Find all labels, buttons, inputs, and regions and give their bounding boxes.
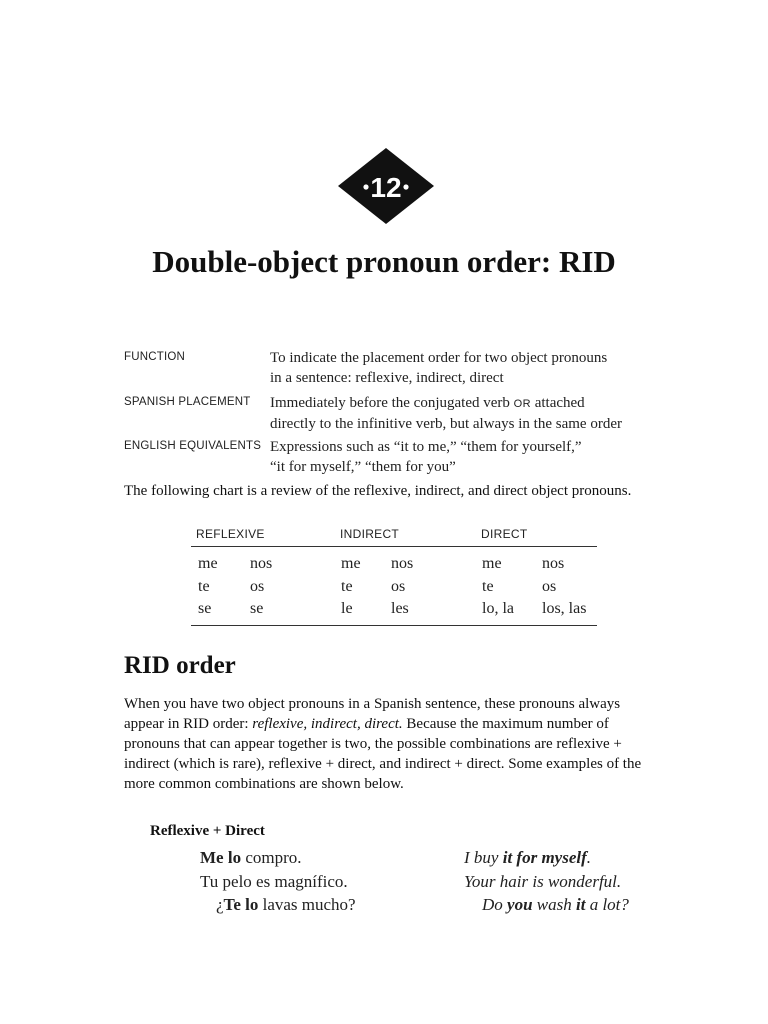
table-cell: os (250, 578, 265, 595)
table-cell: nos (250, 555, 273, 572)
example-run: wash (532, 895, 576, 914)
rid-paragraph (124, 694, 644, 794)
definition-line: in a sentence: reflexive, indirect, direct (270, 370, 504, 386)
example-run: compro. (241, 848, 302, 867)
page-title: Double-object pronoun order: RID (152, 244, 616, 279)
definition-label-placement: SPANISH PLACEMENT (124, 396, 251, 408)
table-header-indirect: INDIRECT (340, 527, 400, 541)
definition-line (270, 393, 660, 414)
table-cell: se (250, 600, 264, 617)
table-cell: me (482, 555, 502, 572)
example-run: a lot? (585, 895, 629, 914)
definition-text-english (270, 437, 660, 477)
table-cell: me (198, 555, 218, 572)
subheading: Reflexive + Direct (150, 823, 265, 839)
example-run: Your hair is wonderful. (464, 872, 622, 891)
table-cell: nos (542, 555, 565, 572)
example-run: ¿ (216, 895, 224, 914)
example-spanish (216, 895, 356, 915)
definition-line: To indicate the placement order for two object pronouns (270, 350, 608, 366)
example-bold-run: Te lo (223, 895, 259, 914)
table-cell: te (341, 578, 353, 595)
table-cell: le (341, 600, 353, 617)
table-header-reflexive: REFLEXIVE (196, 527, 265, 541)
definition-label-function: FUNCTION (124, 351, 186, 363)
example-run: Do (482, 895, 508, 914)
chapter-badge (336, 146, 436, 226)
table-cell: te (482, 578, 494, 595)
table-header-direct: DIRECT (481, 527, 528, 541)
table-cell: se (198, 600, 212, 617)
table-cell: me (341, 555, 361, 572)
table-cell: nos (391, 555, 414, 572)
example-bold-run: Me lo (200, 848, 242, 867)
example-run: . (586, 848, 592, 867)
example-bold-run: it for myself (502, 848, 587, 867)
paragraph-italic-text: reflexive, indirect, direct. (252, 716, 403, 732)
definition-text-function (270, 348, 660, 388)
table-cell: os (542, 578, 557, 595)
table-cell: os (391, 578, 406, 595)
example-english (464, 848, 591, 868)
example-bold-run: you (507, 895, 533, 914)
small-caps-or: OR (513, 398, 531, 410)
intro-paragraph: The following chart is a review of the reflexive, indirect, and direct object pronouns. (124, 483, 632, 499)
table-cell: te (198, 578, 210, 595)
diamond-badge-icon (336, 146, 436, 226)
example-run: I buy (464, 848, 503, 867)
definition-line: directly to the infinitive verb, but always in the same order (270, 416, 622, 432)
table-top-rule (191, 546, 597, 547)
table-cell: los, las (542, 600, 587, 617)
table-cell: lo, la (482, 600, 514, 617)
definition-text: Immediately before the conjugated verb (270, 395, 514, 411)
table-cell: les (391, 600, 409, 617)
example-bold-run: it (576, 895, 586, 914)
example-run: Tu pelo es magnífico. (200, 872, 348, 891)
paragraph-text: Because the maximum number of pronouns that can appear together is two, the possible combinations are reflexive + indirect (which is rare), reflexive + direct, and indirect + direct. Some examples of the more common combinations are shown below. (124, 716, 642, 792)
example-english (464, 872, 621, 892)
table-bottom-rule (191, 625, 597, 626)
definition-label-english: ENGLISH EQUIVALENTS (124, 440, 262, 452)
chapter-number: 12 (370, 172, 402, 203)
example-run: lavas mucho? (258, 895, 356, 914)
definition-line: Expressions such as “it to me,” “them for yourself,” (270, 439, 582, 455)
definition-text: attached (530, 395, 585, 411)
paragraph-text: When you have two object pronouns in a Spanish sentence, these pronouns always appear in RID order: (124, 696, 621, 732)
definition-line: “it for myself,” “them for you” (270, 459, 456, 475)
example-english (482, 895, 629, 915)
example-spanish (200, 848, 302, 868)
definition-text-placement (270, 393, 660, 434)
section-heading: RID order (124, 652, 236, 679)
example-spanish (200, 872, 348, 892)
